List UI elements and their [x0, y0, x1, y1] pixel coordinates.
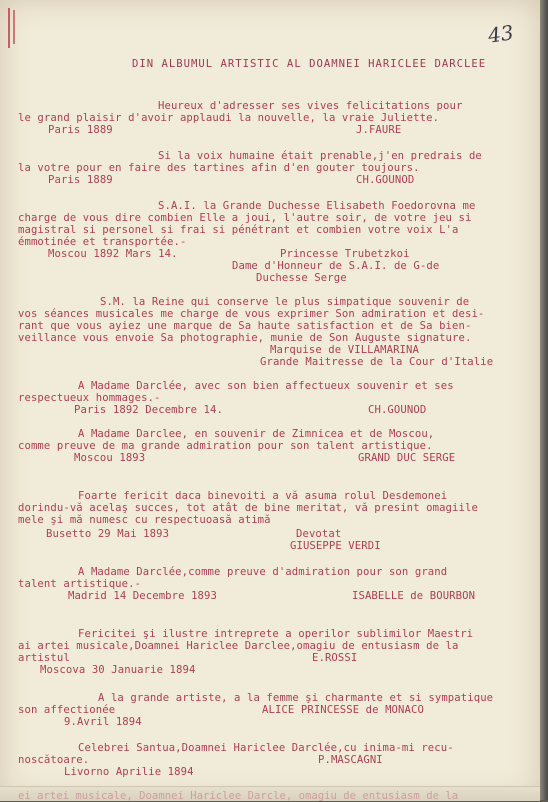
document-heading: DIN ALBUMUL ARTISTIC AL DOAMNEI HARICLEE DARCLEE — [132, 58, 487, 70]
text-line: Madrid 14 Decembre 1893 — [68, 590, 217, 602]
text-line: Livorno Aprilie 1894 — [64, 766, 194, 778]
page-edge-shadow — [540, 0, 548, 800]
text-line: S.M. la Reine qui conserve le plus simpatique souvenir de — [100, 296, 470, 308]
text-line: talent artistique.- — [18, 578, 142, 590]
text-line: veillance vous envoie Sa photographie, munie de Son Auguste signature. — [18, 332, 472, 344]
text-line: Paris 1889 — [48, 124, 113, 136]
text-line: Paris 1892 Decembre 14. — [74, 404, 223, 416]
text-line: charge de vous dire combien Elle a joui, l'autre soir, de votre jeu si — [18, 212, 472, 224]
text-line: noscătoare. — [18, 754, 90, 766]
text-line: le grand plaisir d'avoir applaudi la nouvelle, la vraie Juliette. — [18, 112, 440, 124]
text-line: Heureux d'adresser ses vives felicitations pour — [158, 100, 463, 112]
signature: Duchesse Serge — [256, 272, 347, 284]
text-line: respectueux hommages.- — [18, 392, 161, 404]
text-line: Foarte fericit daca binevoiti a vă asuma rolul Desdemonei — [78, 490, 448, 502]
signature: P.MASCAGNI — [318, 754, 383, 766]
text-line: émmotinée et transportée.- — [18, 236, 187, 248]
signature: Princesse Trubetzkoi — [280, 248, 410, 260]
signature: Marquise de VILLAMARINA — [270, 344, 419, 356]
text-line: Moscou 1893 — [74, 452, 146, 464]
text-line: A Madame Darclee, en souvenir de Zimnicea et de Moscou, — [78, 428, 435, 440]
bleed-through-text: ei artei musicale, Doamnei Hariclee Darcle, omagiu de entusiasm de la — [18, 790, 459, 802]
text-line: A Madame Darclée, avec son bien affectueux souvenir et ses — [78, 380, 454, 392]
text-line: Celebrei Santua,Doamnei Hariclee Darclée,cu inima-mi recu- — [78, 742, 454, 754]
signature: Grande Maitresse de la Cour d'Italie — [260, 356, 494, 368]
text-line: mele şi mă numesc cu respectuoasă atimă — [18, 514, 271, 526]
text-line: 9.Avril 1894 — [64, 716, 142, 728]
text-line: Devotat — [296, 528, 342, 540]
text-line: son affectionée — [18, 704, 116, 716]
signature: GRAND DUC SERGE — [358, 452, 456, 464]
signature: ALICE PRINCESSE de MONACO — [262, 704, 424, 716]
signature: E.ROSSI — [312, 652, 358, 664]
margin-marks — [6, 6, 20, 50]
text-line: A la grande artiste, a la femme şi charmante et si sympatique — [98, 692, 494, 704]
page-number: 43 — [486, 20, 515, 48]
text-line: Moscova 30 Januarie 1894 — [40, 664, 196, 676]
text-line: Busetto 29 Mai 1893 — [46, 528, 170, 540]
signature: CH.GOUNOD — [356, 174, 415, 186]
text-line: dorindu-vă acelaş succes, tot atât de bine meritat, vă presint omagiile — [18, 502, 478, 514]
text-line: Paris 1889 — [48, 174, 113, 186]
signature: CH.GOUNOD — [368, 404, 427, 416]
text-line: artistul — [18, 652, 70, 664]
text-line: la votre pour en faire des tartines afin d'en gouter toujours. — [18, 162, 420, 174]
text-line: S.A.I. la Grande Duchesse Elisabeth Foedorovna me — [158, 200, 476, 212]
signature: Dame d'Honneur de S.A.I. de G-de — [232, 260, 440, 272]
text-line: Fericitei şi ilustre intreprete a operilor sublimilor Maestri — [78, 628, 474, 640]
signature: GIUSEPPE VERDI — [290, 540, 381, 552]
text-line: Moscou 1892 Mars 14. — [48, 248, 178, 260]
text-line: A Madame Darclée,comme preuve d'admiration pour son grand — [78, 566, 448, 578]
text-line: magistral si personel si frai si pénétrant et combien votre voix L'a — [18, 224, 459, 236]
text-line: rant que vous ayiez une marque de Sa haute satisfaction et de Sa bien- — [18, 320, 472, 332]
signature: ISABELLE de BOURBON — [352, 590, 476, 602]
text-line: comme preuve de ma grande admiration pour son talent artistique. — [18, 440, 433, 452]
text-line: vos séances musicales me charge de vous exprimer Son admiration et desi- — [18, 308, 485, 320]
text-line: Si la voix humaine était prenable,j'en predrais de — [158, 150, 482, 162]
signature: J.FAURE — [356, 124, 402, 136]
text-line: ai artei musicale,Doamnei Hariclee Darclee,omagiu de entusiasm de la — [18, 640, 459, 652]
